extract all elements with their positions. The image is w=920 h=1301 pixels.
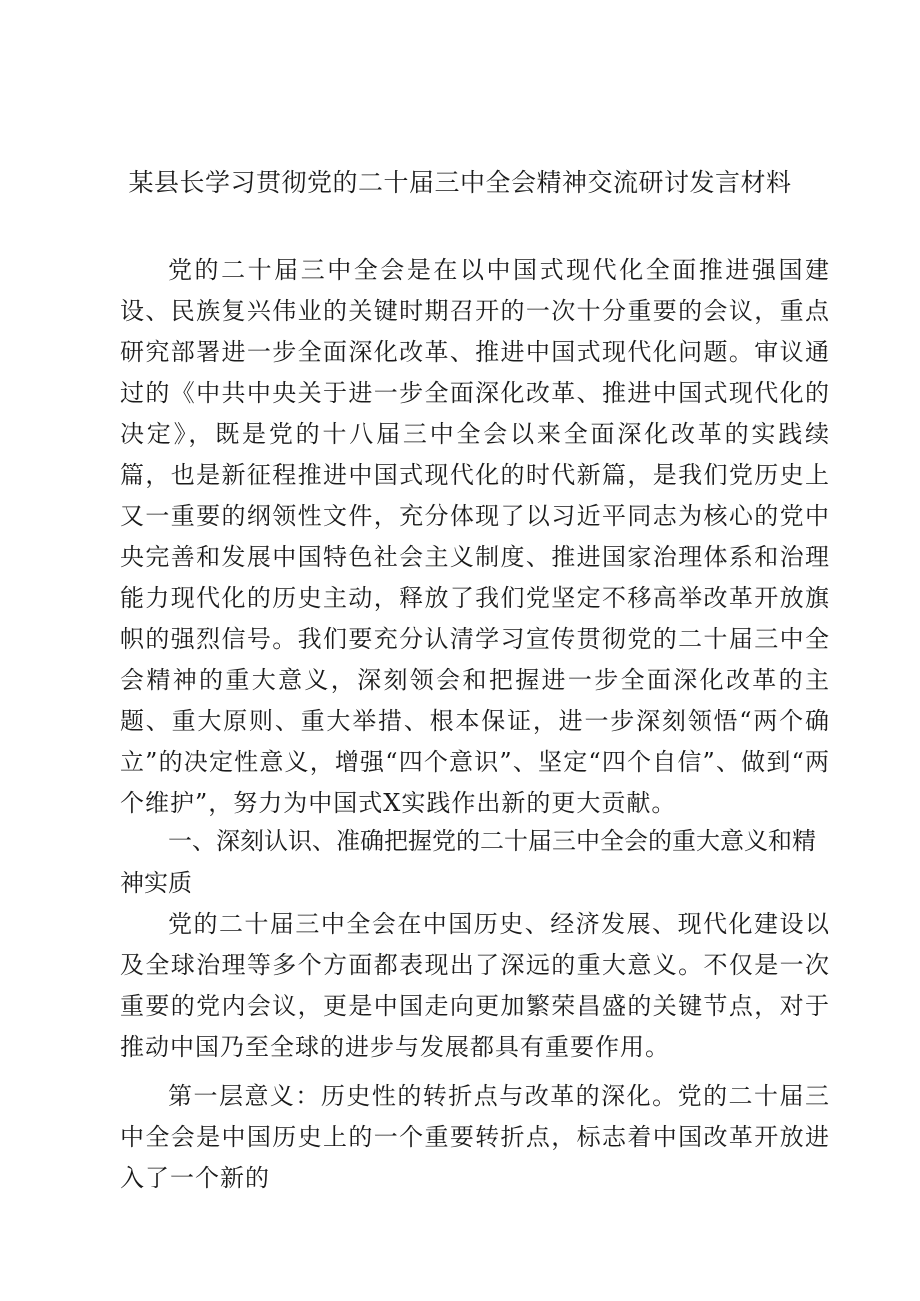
section-heading: 一、深刻认识、准确把握党的二十届三中全会的重大意义和精神实质 [120,827,816,897]
section-paragraph-1: 党的二十届三中全会在中国历史、经济发展、现代化建设以及全球治理等多个方面都表现出了深远的重大意义。不仅是一次重要的党内会议，更是中国走向更加繁荣昌盛的关键节点，对于推动中国乃至全球的进步与发展都具有重要作用。 [120,910,830,1061]
document-title: 某县长学习贯彻党的二十届三中全会精神交流研讨发言材料 [128,168,792,197]
intro-paragraph: 党的二十届三中全会是在以中国式现代化全面推进强国建设、民族复兴伟业的关键时期召开的一次十分重要的会议，重点研究部署进一步全面深化改革、推进中国式现代化问题。审议通过的《中共中央关于进一步全面深化改革、推进中国式现代化的决定》，既是党的十八届三中全会以来全面深化改革的实践续篇，也是新征程推进中国式现代化的时代新篇，是我们党历史上又一重要的纲领性文件，充分体现了以习近平同志为核心的党中央完善和发展中国特色社会主义制度、推进国家治理体系和治理能力现代化的历史主动，释放了我们党坚定不移高举改革开放旗帜的强烈信号。我们要充分认清学习宣传贯彻党的二十届三中全会精神的重大意义，深刻领会和把握进一步全面深化改革的主题、重大原则、重大举措、根本保证，进一步深刻领悟“两个确立”的决定性意义，增强“四个意识”、坚定“四个自信”、做到“两个维护”，努力为中国式X实践作出新的更大贡献。 [120,256,830,817]
section-paragraph-2: 第一层意义：历史性的转折点与改革的深化。党的二十届三中全会是中国历史上的一个重要转折点，标志着中国改革开放进入了一个新的 [120,1082,830,1192]
